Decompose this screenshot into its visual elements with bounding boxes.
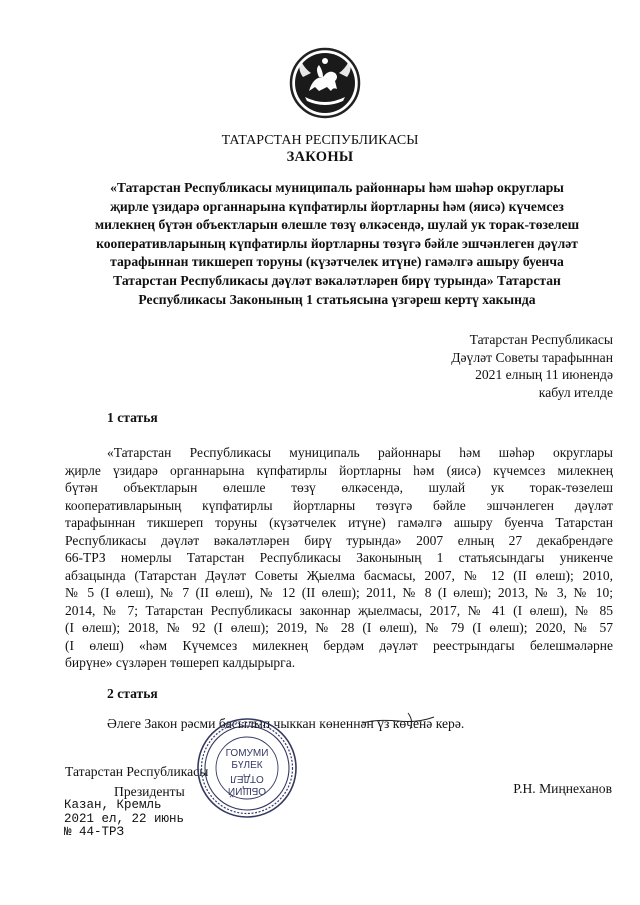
article-1-line: № 5 (I өлеш), № 7 (II өлеш), № 12 (II өлеш); 2011, № 8 (I өлеш); 2013, № 3, № 10; [65,585,613,600]
signature-line: Президенты [114,784,185,799]
title-line: «Татарстан Республикасы муниципаль районнары һәм шәһәр округлары [110,180,564,195]
adoption-line: 2021 елның 11 июнендә [475,367,613,382]
article-1-heading: 1 статья [107,410,158,425]
article-1-text [65,444,613,672]
signature-line: Татарстан Республикасы [65,764,209,779]
adoption-line: кабул ителде [538,384,613,400]
coat-of-arms-emblem [289,47,361,119]
title-line: Татарстан Республикасы дәүләт вәкаләтләрен бирү турында» Татарстан [113,272,561,288]
article-1-line: абзацында (Татарстан Дәүләт Советы Җыелма басмасы, 2007, № 12 (II өлеш); 2010, [65,567,613,583]
article-1-line: «Татарстан Республикасы муниципаль районнары һәм шәһәр округлары [107,445,613,460]
stamp-line: ГОМУМИ [225,748,269,759]
signature-title [65,762,208,802]
stamp-line: ОБЩИЙ [227,785,267,796]
title-line: кооперативларының күпфатирлы йортларны төзүгә бәйле эшчәнлеген дәүләт [96,235,578,251]
article-1-line: (I өлеш) «һәм Күчемсез милекнең бердәм дәүләт реестрындагы белешмәләрне [65,637,613,653]
pen-mark [358,709,438,733]
stamp-line: БҮЛЕК [231,760,263,771]
header-law: ЗАКОНЫ [286,149,354,165]
adoption-line: Дәүләт Советы тарафыннан [451,349,613,365]
place-date-number [64,799,184,840]
adoption-note [451,331,613,401]
article-2-heading: 2 статья [107,686,158,701]
title-line: милекнең бүтән объектларын өлешле төзү өлкәсендә, шулай ук торак-төзелеш [94,217,580,233]
adoption-line: Татарстан Республикасы [469,332,613,347]
signatory-name: Р.Н. Миңнеханов [513,781,612,796]
article-1-line: Республикасы дәүләт вәкаләтләрен бирү турында» 2007 елның 27 декабрендәге [65,532,613,548]
header-republic: ТАТАРСТАН РЕСПУБЛИКАСЫ [221,133,419,148]
article-1-line: (I өлеш); 2018, № 92 (I өлеш); 2019, № 28 (I өлеш), № 79 (I өлеш); 2020, № 57 [65,620,613,635]
place-city: Казан, Кремль [64,798,162,812]
place-number: № 44-ТРЗ [64,825,125,839]
article-1-line: бирүне» сүзләрен төшереп калдырырга. [65,655,296,670]
article-1-line: тарафыннан тикшереп торуны (күзәтчелек итүне) гамәлгә ашыру буенча Татарстан [65,515,613,530]
article-1-line: 66-ТРЗ номерлы Татарстан Республикасы Законының 1 статьясындагы уникенче [65,550,613,565]
article-1-line: кооперативларының күпфатирлы йортларны төзүгә бәйле эшчәнлеген дәүләт [65,497,613,513]
article-1-line: җирле үзидарә органнарына күпфатирлы йортларны һәм (яисә) күчемсез милекнең [65,462,613,478]
place-date: 2021 ел, 22 июнь [64,811,185,826]
title-line: Республикасы Законының 1 статьясына үзгәреш кертү хакында [138,291,536,307]
title-line: җирле үзидарә органнарына күпфатирлы йортларны һәм (яисә) күчемсез [110,198,564,214]
title-line: тарафыннан тикшереп торуны (күзәтчелек итүне) гамәлгә ашыру буенча [110,254,564,270]
article-1-line: бүтән объектларын өлешле төзү өлкәсендә, шулай ук торак-төзелеш [65,480,613,495]
article-2-text: Әлеге Закон рәсми басылып чыккан көненнән үз көченә керә. [107,716,465,731]
official-stamp [196,717,298,819]
stamp-line: ОТДЕЛ [230,773,264,784]
article-1-line: 2014, № 7; Татарстан Республикасы законнар җыелмасы, 2017, № 41 (I өлеш), № 85 [65,602,613,618]
law-title [56,179,618,309]
